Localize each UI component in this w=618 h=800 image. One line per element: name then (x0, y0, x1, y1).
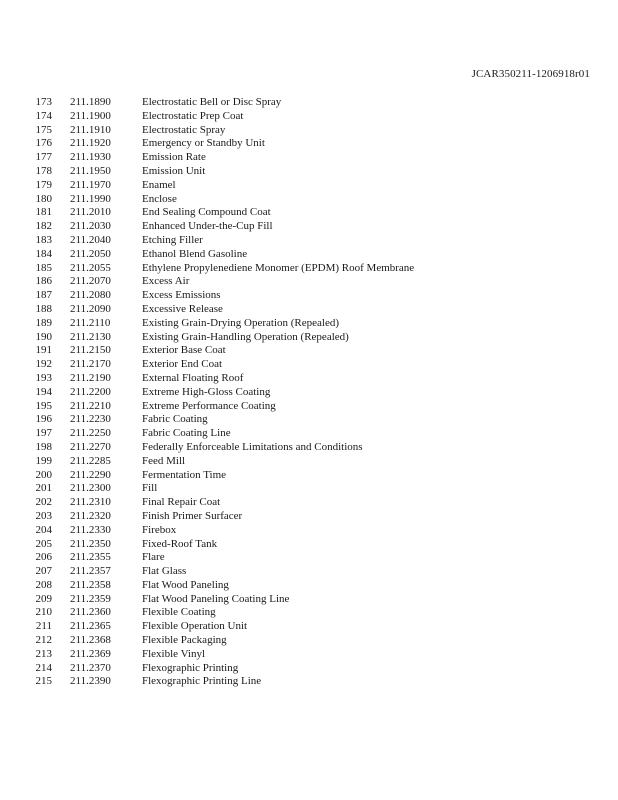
list-item (20, 386, 610, 400)
row-number: 210 (35, 606, 52, 619)
row-number: 181 (35, 206, 52, 219)
section-number: 211.2270 (70, 440, 111, 453)
row-number: 176 (35, 137, 52, 150)
section-term: Ethanol Blend Gasoline (142, 247, 248, 260)
section-number: 211.2210 (70, 399, 111, 412)
list-item (20, 165, 610, 179)
list-item (20, 303, 610, 317)
row-number: 186 (35, 275, 52, 288)
section-term: Extreme Performance Coating (142, 399, 276, 412)
section-number: 211.2070 (70, 275, 111, 288)
list-item (20, 289, 610, 303)
section-term: Flexible Vinyl (142, 647, 205, 660)
list-item (20, 220, 610, 234)
section-number: 211.2365 (70, 620, 111, 633)
section-term: Extreme High-Gloss Coating (142, 385, 271, 398)
list-item (20, 124, 610, 138)
list-item (20, 510, 610, 524)
list-item (20, 262, 610, 276)
section-number: 211.1920 (70, 137, 111, 150)
section-term: Federally Enforceable Limitations and Conditions (142, 440, 363, 453)
section-number: 211.2350 (70, 537, 111, 550)
list-item (20, 441, 610, 455)
list-item (20, 662, 610, 676)
row-number: 178 (35, 164, 52, 177)
section-number: 211.2080 (70, 289, 111, 302)
row-number: 208 (35, 578, 52, 591)
list-item (20, 579, 610, 593)
row-number: 189 (35, 316, 52, 329)
row-number: 213 (35, 647, 52, 660)
section-number: 211.2368 (70, 634, 111, 647)
section-number: 211.2370 (70, 661, 111, 674)
row-number: 204 (35, 523, 52, 536)
section-number: 211.2040 (70, 233, 111, 246)
row-number: 187 (35, 289, 52, 302)
section-number: 211.2110 (70, 316, 111, 329)
section-term: Electrostatic Spray (142, 123, 226, 136)
row-number: 207 (35, 565, 52, 578)
section-number: 211.1890 (70, 96, 111, 108)
section-number: 211.2300 (70, 482, 111, 495)
row-number: 182 (35, 220, 52, 233)
section-term: Enamel (142, 178, 176, 191)
row-number: 214 (35, 661, 52, 674)
section-term: End Sealing Compound Coat (142, 206, 271, 219)
section-number: 211.2230 (70, 413, 111, 426)
list-item (20, 648, 610, 662)
section-number: 211.1910 (70, 123, 111, 136)
section-number: 211.2285 (70, 454, 111, 467)
row-number: 201 (35, 482, 52, 495)
section-term: Flexographic Printing Line (142, 675, 262, 688)
list-item (20, 496, 610, 510)
row-number: 177 (35, 151, 52, 164)
section-term: Exterior End Coat (142, 358, 223, 371)
list-item (20, 248, 610, 262)
section-term: Flexible Operation Unit (142, 620, 248, 633)
row-number: 193 (35, 371, 52, 384)
list-item (20, 675, 610, 689)
section-term: Emission Rate (142, 151, 206, 164)
row-number: 212 (35, 634, 52, 647)
section-term: Exterior Base Coat (142, 344, 226, 357)
section-term: Excess Air (142, 275, 190, 288)
section-term: Fabric Coating Line (142, 427, 231, 440)
section-list (20, 96, 610, 689)
row-number: 190 (35, 330, 52, 343)
section-number: 211.2359 (70, 592, 111, 605)
section-term: Enhanced Under-the-Cup Fill (142, 220, 273, 233)
list-item (20, 593, 610, 607)
section-term: Electrostatic Bell or Disc Spray (142, 96, 282, 108)
list-item (20, 565, 610, 579)
section-term: Flexographic Printing (142, 661, 239, 674)
list-item (20, 620, 610, 634)
row-number: 183 (35, 233, 52, 246)
section-term: Enclose (142, 192, 177, 205)
section-number: 211.1990 (70, 192, 111, 205)
section-number: 211.2355 (70, 551, 111, 564)
row-number: 196 (35, 413, 52, 426)
document-id: JCAR350211-1206918r01 (471, 68, 590, 80)
list-item (20, 206, 610, 220)
section-term: Excess Emissions (142, 289, 221, 302)
section-number: 211.2130 (70, 330, 111, 343)
section-number: 211.2320 (70, 509, 111, 522)
list-item (20, 193, 610, 207)
section-term: Emergency or Standby Unit (142, 137, 265, 150)
section-number: 211.1970 (70, 178, 111, 191)
row-number: 215 (35, 675, 52, 688)
section-number: 211.2290 (70, 468, 111, 481)
row-number: 191 (35, 344, 52, 357)
section-term: Flexible Packaging (142, 634, 227, 647)
row-number: 174 (35, 109, 52, 122)
section-number: 211.1900 (70, 109, 111, 122)
section-term: Feed Mill (142, 454, 186, 467)
list-item (20, 634, 610, 648)
section-term: Flat Wood Paneling (142, 578, 229, 591)
list-item (20, 538, 610, 552)
section-number: 211.2250 (70, 427, 111, 440)
list-item (20, 137, 610, 151)
section-number: 211.2030 (70, 220, 111, 233)
row-number: 195 (35, 399, 52, 412)
row-number: 179 (35, 178, 52, 191)
section-number: 211.2310 (70, 496, 111, 509)
section-number: 211.2369 (70, 647, 111, 660)
section-number: 211.2360 (70, 606, 111, 619)
list-item (20, 151, 610, 165)
list-item (20, 317, 610, 331)
list-item (20, 524, 610, 538)
row-number: 211 (35, 620, 52, 633)
section-number: 211.2090 (70, 302, 111, 315)
list-item (20, 413, 610, 427)
list-item (20, 372, 610, 386)
row-number: 203 (35, 509, 52, 522)
row-number: 184 (35, 247, 52, 260)
row-number: 173 (35, 96, 52, 108)
row-number: 200 (35, 468, 52, 481)
section-term: Etching Filler (142, 233, 203, 246)
section-term: Electrostatic Prep Coat (142, 109, 244, 122)
section-number: 211.2150 (70, 344, 111, 357)
list-item (20, 551, 610, 565)
section-number: 211.2010 (70, 206, 111, 219)
section-term: Existing Grain-Handling Operation (Repealed) (142, 330, 349, 343)
section-term: Existing Grain-Drying Operation (Repealed) (142, 316, 340, 329)
list-item (20, 275, 610, 289)
section-term: Fermentation Time (142, 468, 227, 481)
list-item (20, 455, 610, 469)
section-number: 211.2330 (70, 523, 111, 536)
section-number: 211.2055 (70, 261, 111, 274)
section-number: 211.2050 (70, 247, 111, 260)
section-term: Ethylene Propylenediene Monomer (EPDM) Roof Membrane (142, 261, 415, 274)
section-term: Finish Primer Surfacer (142, 509, 243, 522)
row-number: 202 (35, 496, 52, 509)
section-term: Fabric Coating (142, 413, 208, 426)
row-number: 206 (35, 551, 52, 564)
row-number: 188 (35, 302, 52, 315)
section-term: Flat Glass (142, 565, 187, 578)
row-number: 197 (35, 427, 52, 440)
section-term: Fill (142, 482, 158, 495)
list-item (20, 358, 610, 372)
list-item (20, 110, 610, 124)
row-number: 192 (35, 358, 52, 371)
list-item (20, 179, 610, 193)
row-number: 194 (35, 385, 52, 398)
section-number: 211.2200 (70, 385, 111, 398)
list-item (20, 96, 610, 110)
section-number: 211.1930 (70, 151, 111, 164)
list-item (20, 344, 610, 358)
section-term: Flare (142, 551, 165, 564)
section-term: Final Repair Coat (142, 496, 221, 509)
row-number: 209 (35, 592, 52, 605)
section-number: 211.2390 (70, 675, 111, 688)
section-number: 211.1950 (70, 164, 111, 177)
list-item (20, 234, 610, 248)
list-item (20, 427, 610, 441)
row-number: 180 (35, 192, 52, 205)
section-number: 211.2358 (70, 578, 111, 591)
section-term: Excessive Release (142, 302, 223, 315)
row-number: 198 (35, 440, 52, 453)
section-number: 211.2190 (70, 371, 111, 384)
list-item (20, 606, 610, 620)
row-number: 205 (35, 537, 52, 550)
section-number: 211.2357 (70, 565, 111, 578)
section-number: 211.2170 (70, 358, 111, 371)
list-item (20, 482, 610, 496)
section-term: Fixed-Roof Tank (142, 537, 218, 550)
section-term: Emission Unit (142, 164, 206, 177)
section-term: Flat Wood Paneling Coating Line (142, 592, 290, 605)
row-number: 199 (35, 454, 52, 467)
list-item (20, 400, 610, 414)
list-item (20, 331, 610, 345)
section-term: External Floating Roof (142, 371, 244, 384)
row-number: 185 (35, 261, 52, 274)
section-term: Firebox (142, 523, 177, 536)
list-item (20, 469, 610, 483)
row-number: 175 (35, 123, 52, 136)
section-term: Flexible Coating (142, 606, 216, 619)
